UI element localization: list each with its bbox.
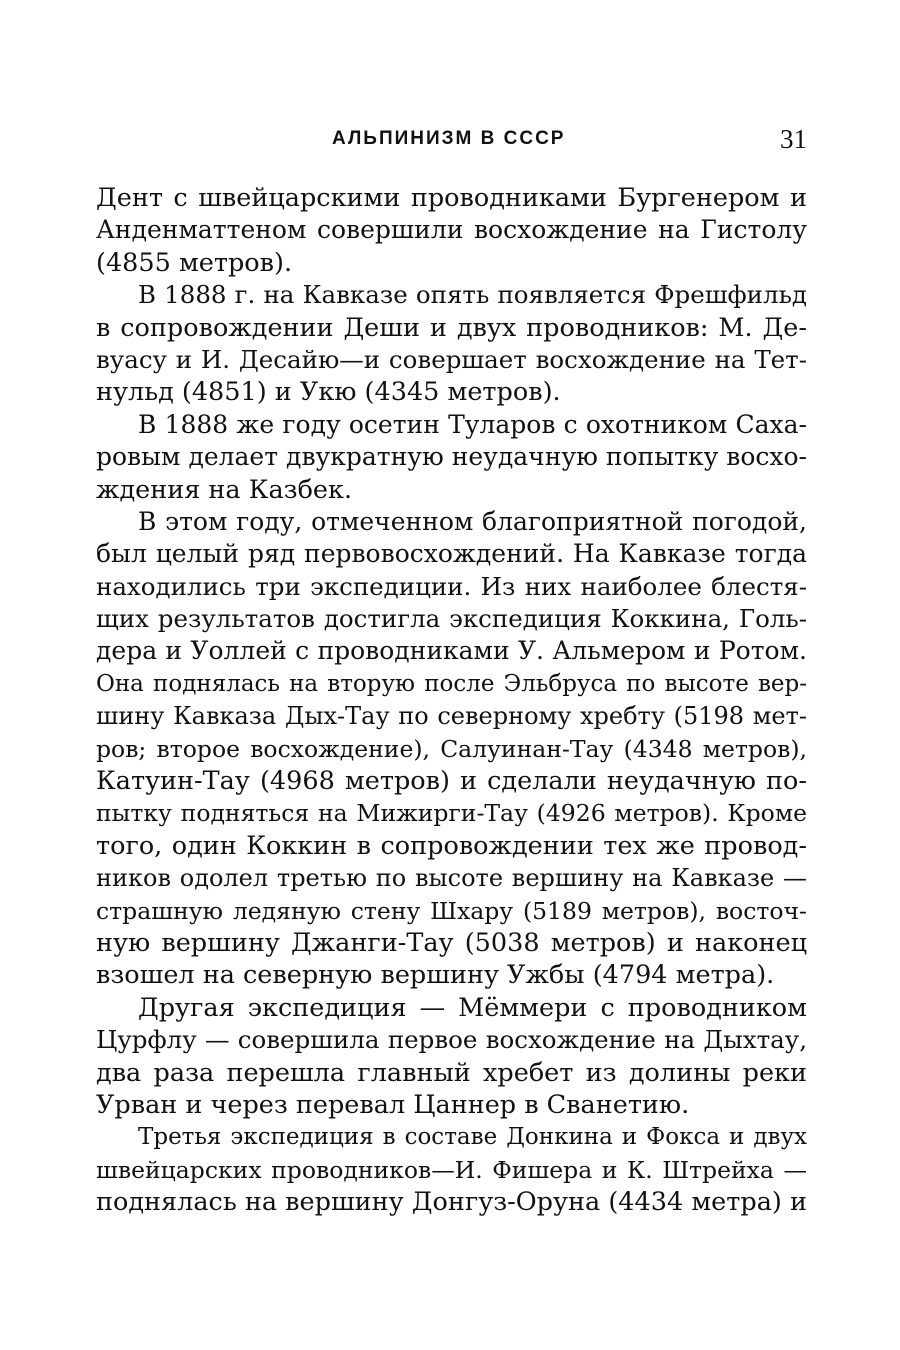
text-line: два раза перешла главный хребет из долины реки — [96, 1057, 807, 1088]
text-line: Другая экспедиция — Мёммери с проводником — [138, 992, 807, 1023]
text-line: Третья экспедиция в составе Донкина и Фокса и двух — [138, 1124, 807, 1151]
text-line: поднялась на вершину Донгуз-Оруна (4434 метра) и — [96, 1187, 807, 1218]
body-text — [96, 182, 807, 1219]
text-line: Катуин-Тау (4968 метров) и сделали неудачную по- — [96, 766, 807, 797]
text-line: Урван и через перевал Цаннер в Сванетию. — [96, 1089, 690, 1120]
text-line: того, один Коккин в сопровождении тех же провод- — [96, 830, 807, 861]
text-line: Дент с швейцарскими проводниками Бургенером и — [96, 183, 807, 213]
text-line: В 1888 г. на Кавказе опять появляется Фрешфильд — [138, 280, 807, 310]
text-line: шину Кавказа Дых-Тау по северному хребту (5198 мет- — [96, 702, 807, 731]
text-line: Она поднялась на вторую после Эльбруса по высоте вер- — [96, 670, 807, 697]
text-line: находились три экспедиции. Из них наиболее блестя- — [96, 571, 807, 601]
text-line: страшную ледяную стену Шхару (5189 метров), восточ- — [96, 896, 807, 925]
text-line: ровым делает двукратную неудачную попытку восхо- — [96, 442, 807, 472]
text-line: щих результатов достигла экспедиция Коккина, Голь- — [96, 604, 807, 634]
text-line: пытку подняться на Мижирги-Тау (4926 метров). Кроме — [96, 799, 807, 828]
text-line: В 1888 же году осетин Туларов с охотником Саха- — [138, 409, 807, 439]
text-line: (4855 метров). — [96, 247, 293, 278]
running-title: АЛЬПИНИЗМ В СССР — [332, 128, 566, 149]
running-head — [96, 124, 807, 160]
text-line: швейцарских проводников—И. Фишера и К. Штрейха — — [96, 1155, 807, 1184]
text-line: Анденматтеном совершили восхождение на Гистолу — [96, 215, 807, 245]
text-line: Цурфлу — совершила первое восхождение на Дыхтау, — [96, 1025, 807, 1055]
text-line: ров; второе восхождение), Салуинан-Тау (4348 метров), — [96, 734, 807, 763]
text-line: В этом году, отмеченном благоприятной погодой, — [138, 506, 807, 536]
page-number: 31 — [780, 124, 807, 154]
text-line: был целый ряд первовосхождений. На Кавказе тогда — [96, 539, 807, 569]
text-line: вуасу и И. Десайю—и совершает восхождение на Тет- — [96, 344, 807, 374]
text-line: взошел на северную вершину Ужбы (4794 метра). — [96, 960, 775, 991]
text-line: нульд (4851) и Укю (4345 метров). — [96, 377, 561, 408]
text-line: ников одолел третью по высоте вершину на Кавказе — — [96, 864, 807, 893]
text-line: в сопровождении Деши и двух проводников: М. Де- — [96, 312, 807, 343]
text-line: ждения на Казбек. — [96, 474, 353, 505]
text-line: дера и Уоллей с проводниками У. Альмером и Ротом. — [96, 636, 807, 666]
text-line: ную вершину Джанги-Тау (5038 метров) и наконец — [96, 927, 807, 958]
